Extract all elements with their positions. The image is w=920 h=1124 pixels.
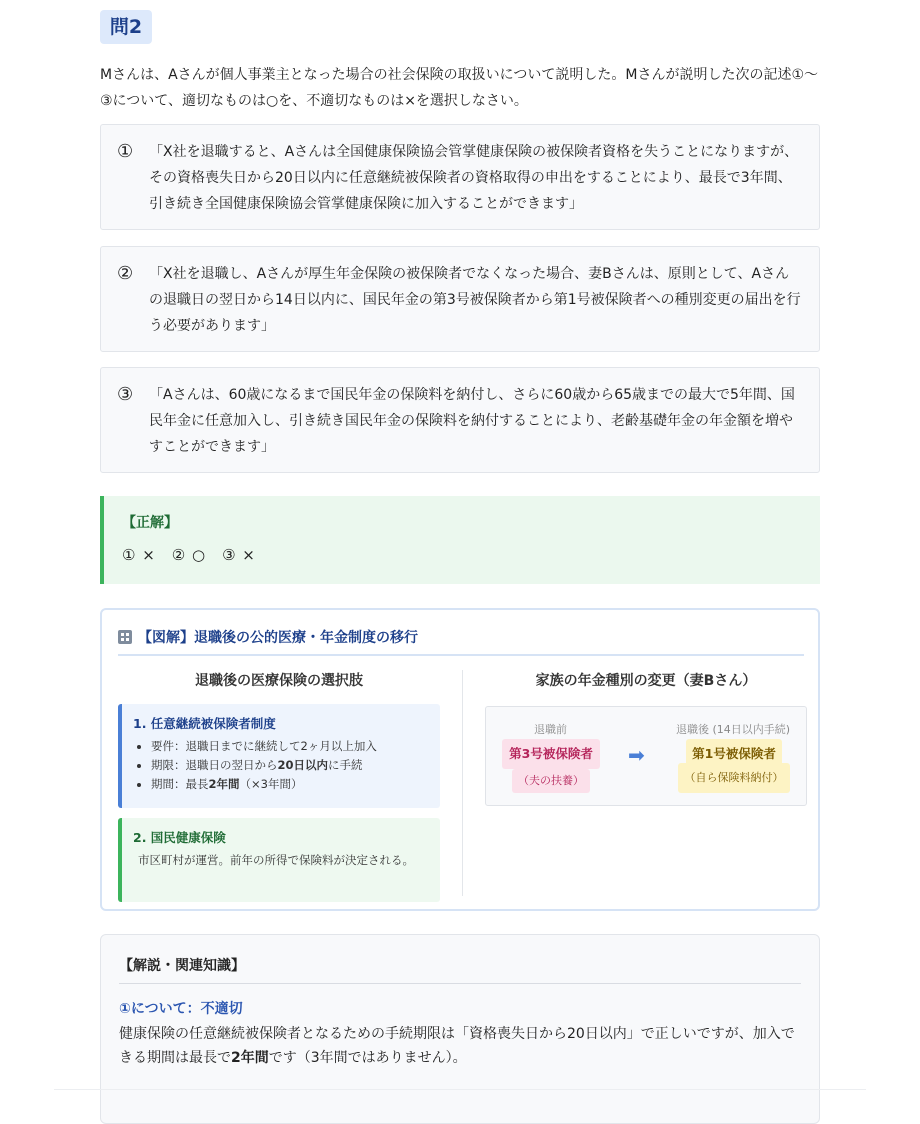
statement-3 — [100, 367, 820, 473]
question-intro: Mさんは、Aさんが個人事業主となった場合の社会保険の取扱いについて説明した。Mさんが説明した次の記述①〜③について、適切なものは○を、不適切なものは×を選択しなさい。 — [100, 67, 819, 109]
statement-number: ① — [117, 141, 134, 162]
explanation-body: 健康保険の任意継続被保険者となるための手続期限は「資格喪失日から20日以内」で正しいですが、加入できる期間は最長で2年間です（3年間ではありません）。 — [119, 1026, 795, 1066]
category-1-badge: 第1号被保険者 — [686, 739, 782, 769]
option-detail-list — [133, 737, 428, 794]
figure-title — [118, 626, 804, 656]
option-detail-item: • 期限：退職日の翌日から20日以内に手続 — [151, 756, 428, 775]
explanation-panel — [100, 934, 820, 1124]
pension-transition-box — [485, 706, 807, 806]
after-label: 退職後 (14日以内手続) — [676, 723, 791, 736]
footer-divider — [54, 1089, 866, 1090]
statement-2 — [100, 246, 820, 352]
option-detail-item: • 期間：最長2年間（×3年間） — [151, 775, 428, 794]
explanation-title: 【解説・関連知識】 — [119, 955, 801, 984]
category-3-note: （夫の扶養） — [512, 769, 590, 793]
answer-text: ① × ② ○ ③ × — [122, 546, 256, 564]
statement-text: 「X社を退職すると、Aさんは全国健康保険協会管掌健康保険の被保険者資格を失うことになりますが、その資格喪失日から20日以内に任意継続被保険者の資格取得の申出をすることにより、最長で3年間、引き続き全国健康保険協会管掌健康保険に加入することができます」 — [149, 144, 799, 212]
category-1-note: （自ら保険料納付） — [678, 763, 790, 793]
category-3-badge: 第3号被保険者 — [502, 739, 600, 769]
medical-options-column — [118, 670, 440, 902]
question-number-tag: 問2 — [100, 10, 152, 44]
medical-options-heading: 退職後の医療保険の選択肢 — [195, 673, 363, 689]
statement-1 — [100, 124, 820, 230]
option-description: 市区町村が運営。前年の所得で保険料が決定される。 — [138, 853, 414, 867]
statement-number: ② — [117, 263, 134, 284]
arrow-right-icon: ➡ — [628, 743, 645, 767]
figure-title-text: 【図解】退職後の公的医療・年金制度の移行 — [138, 630, 418, 646]
before-label: 退職前 — [534, 723, 567, 736]
family-pension-heading: 家族の年金種別の変更（妻Bさん） — [535, 673, 757, 689]
option-voluntary-continuation — [118, 704, 440, 808]
option-detail-item: • 要件：退職日までに継続して2ヶ月以上加入 — [151, 737, 428, 756]
figure-panel — [100, 608, 820, 911]
answer-box — [100, 496, 820, 584]
explanation-subheading: ①について：不適切 — [119, 1001, 243, 1017]
option-national-health-insurance — [118, 818, 440, 902]
option-title: 2. 国民健康保険 — [133, 830, 226, 845]
building-icon — [118, 630, 132, 644]
column-divider — [462, 670, 463, 896]
family-pension-column — [485, 670, 807, 806]
statement-text: 「Aさんは、60歳になるまで国民年金の保険料を納付し、さらに60歳から65歳までの最大で5年間、国民年金に任意加入し、引き続き国民年金の保険料を納付することにより、老齢基礎年金の年金額を増やすことができます」 — [149, 387, 795, 455]
answer-title: 【正解】 — [122, 515, 178, 531]
option-title: 1. 任意継続被保険者制度 — [133, 716, 276, 731]
statement-number: ③ — [117, 384, 134, 405]
statement-text: 「X社を退職し、Aさんが厚生年金保険の被保険者でなくなった場合、妻Bさんは、原則として、Aさんの退職日の翌日から14日以内に、国民年金の第3号被保険者から第1号被保険者への種別変更の届出を行う必要があります」 — [149, 266, 801, 334]
